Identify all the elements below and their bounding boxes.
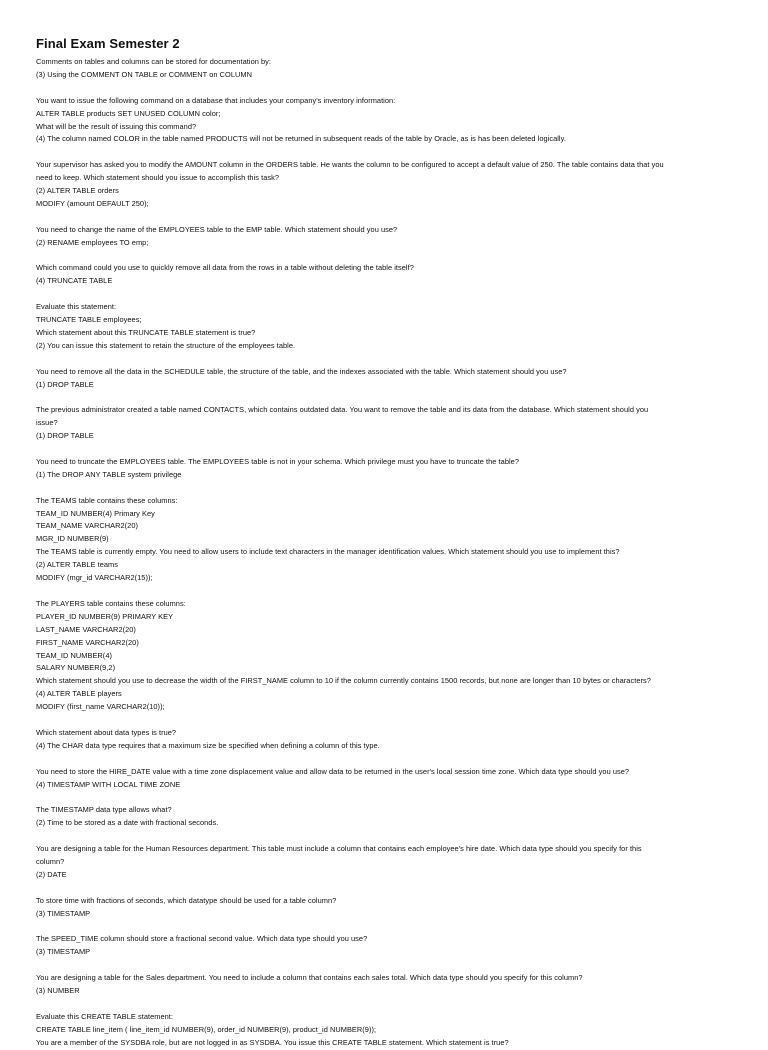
question-block [36,95,736,147]
question-line: You want to issue the following command on a database that includes your company's inventory information: [36,95,396,105]
question-block [36,1011,736,1050]
question-line: (2) ALTER TABLE teams [36,560,118,570]
question-block [36,933,736,959]
question-line: MODIFY (amount DEFAULT 250); [36,198,149,208]
blank-line [36,959,736,972]
question-line: Evaluate this statement: [36,302,117,312]
blank-line [36,753,736,766]
question-line: You are designing a table for the Human Resources department. This table must include a column that contains each employee's hire date. Which data type should you specify for this [36,844,642,854]
question-line: Comments on tables and columns can be stored for documentation by: [36,57,272,66]
question-line: The TEAMS table is currently empty. You need to allow users to include text characters in the manager identification values. Which statement should you use to implement this? [36,547,620,557]
question-line: (3) Using the COMMENT ON TABLE or COMMENT on COLUMN [36,69,252,79]
question-line: ALTER TABLE products SET UNUSED COLUMN color; [36,108,221,118]
question-line: The TEAMS table contains these columns: [36,495,178,505]
question-block [36,262,736,288]
question-line: (2) ALTER TABLE orders [36,186,119,196]
question-line: Which statement about this TRUNCATE TABLE statement is true? [36,327,256,337]
question-line: (4) ALTER TABLE players [36,689,122,699]
question-block [36,404,736,443]
question-line: Your supervisor has asked you to modify the AMOUNT column in the ORDERS table. He wants the column to be configured to accept a default value of 250. The table contains data that you [36,160,664,170]
question-block [36,804,736,830]
question-line: issue? [36,418,58,428]
question-block [36,301,736,353]
question-line: MODIFY (mgr_id VARCHAR2(15)); [36,573,153,583]
question-line: column? [36,856,65,866]
question-line: Which statement about data types is true? [36,727,177,737]
question-line: TEAM_ID NUMBER(4) [36,650,112,660]
question-line: TRUNCATE TABLE employees; [36,315,142,325]
question-line: (3) NUMBER [36,985,80,995]
question-line: (4) TIMESTAMP WITH LOCAL TIME ZONE [36,779,181,789]
blank-line [36,482,736,495]
question-line: You need to change the name of the EMPLOYEES table to the EMP table. Which statement should you use? [36,224,398,234]
question-line: The PLAYERS table contains these columns: [36,598,186,608]
question-line: (2) RENAME employees TO emp; [36,237,149,247]
question-line: FIRST_NAME VARCHAR2(20) [36,637,139,647]
question-line: Which command could you use to quickly remove all data from the rows in a table without deleting the table itself? [36,263,414,273]
blank-line [36,353,736,366]
question-block [36,159,736,211]
question-line: (2) DATE [36,869,67,879]
question-line: TEAM_ID NUMBER(4) Primary Key [36,508,155,518]
question-block [36,495,736,585]
blank-line [36,391,736,404]
question-line: MODIFY (first_name VARCHAR2(10)); [36,702,165,712]
question-line: (4) TRUNCATE TABLE [36,276,113,286]
question-block [36,56,736,82]
question-line: You are designing a table for the Sales department. You need to include a column that contains each sales total. Which data type should you specify for this column? [36,973,583,983]
question-line: (4) The CHAR data type requires that a maximum size be specified when defining a column of this type. [36,740,380,750]
question-block [36,366,736,392]
document-title: Final Exam Semester 2 [36,36,180,51]
question-line: To store time with fractions of seconds, which datatype should be used for a table column? [36,895,337,905]
document-page [36,36,736,1050]
question-line: LAST_NAME VARCHAR2(20) [36,624,136,634]
question-line: (2) You can issue this statement to retain the structure of the employees table. [36,340,296,350]
question-line: Which statement should you use to decrease the width of the FIRST_NAME column to 10 if the column currently contains 1500 records, but none are longer than 10 bytes or characters? [36,676,651,686]
question-line: MGR_ID NUMBER(9) [36,534,109,544]
question-line: (2) Time to be stored as a date with fractional seconds. [36,818,219,828]
blank-line [36,250,736,263]
question-line: You need to store the HIRE_DATE value with a time zone displacement value and allow data to be returned in the user's local session time zone. Which data type should you use? [36,766,630,776]
question-line: PLAYER_ID NUMBER(9) PRIMARY KEY [36,611,174,621]
question-list [36,56,736,1050]
blank-line [36,791,736,804]
question-line: What will be the result of issuing this command? [36,121,197,131]
question-line: The TIMESTAMP data type allows what? [36,805,172,815]
question-line: (1) The DROP ANY TABLE system privilege [36,469,182,479]
blank-line [36,714,736,727]
question-line: The SPEED_TIME column should store a fractional second value. Which data type should you use? [36,934,368,944]
question-line: (3) TIMESTAMP [36,947,91,957]
question-block [36,972,736,998]
question-line: TEAM_NAME VARCHAR2(20) [36,521,138,531]
question-line: The previous administrator created a table named CONTACTS, which contains outdated data. You want to remove the table and its data from the database. Which statement should you [36,405,649,415]
question-line: (1) DROP TABLE [36,431,94,441]
question-block [36,895,736,921]
blank-line [36,82,736,95]
blank-line [36,998,736,1011]
blank-line [36,211,736,224]
question-line: Evaluate this CREATE TABLE statement: [36,1011,173,1021]
question-line: You are a member of the SYSDBA role, but are not logged in as SYSDBA. You issue this CREATE TABLE statement. Which statement is true? [36,1037,509,1047]
blank-line [36,288,736,301]
question-block [36,843,736,882]
question-block [36,456,736,482]
question-line: (4) The column named COLOR in the table named PRODUCTS will not be returned in subsequent reads of the table by Oracle, as is has been deleted logically. [36,134,566,144]
blank-line [36,443,736,456]
question-line: You need to remove all the data in the SCHEDULE table, the structure of the table, and the indexes associated with the table. Which statement should you use? [36,366,567,376]
blank-line [36,830,736,843]
question-line: CREATE TABLE line_item ( line_item_id NUMBER(9), order_id NUMBER(9), product_id NUMBER(9)); [36,1024,377,1034]
question-line: (1) DROP TABLE [36,379,94,389]
question-block [36,727,736,753]
question-block [36,598,736,714]
blank-line [36,146,736,159]
question-line: need to keep. Which statement should you issue to accomplish this task? [36,173,280,183]
question-line: You need to truncate the EMPLOYEES table. The EMPLOYEES table is not in your schema. Which privilege must you have to truncate the table? [36,456,519,466]
question-line: (3) TIMESTAMP [36,908,91,918]
question-block [36,766,736,792]
question-block [36,224,736,250]
blank-line [36,585,736,598]
blank-line [36,882,736,895]
question-line: SALARY NUMBER(9,2) [36,663,116,673]
blank-line [36,920,736,933]
